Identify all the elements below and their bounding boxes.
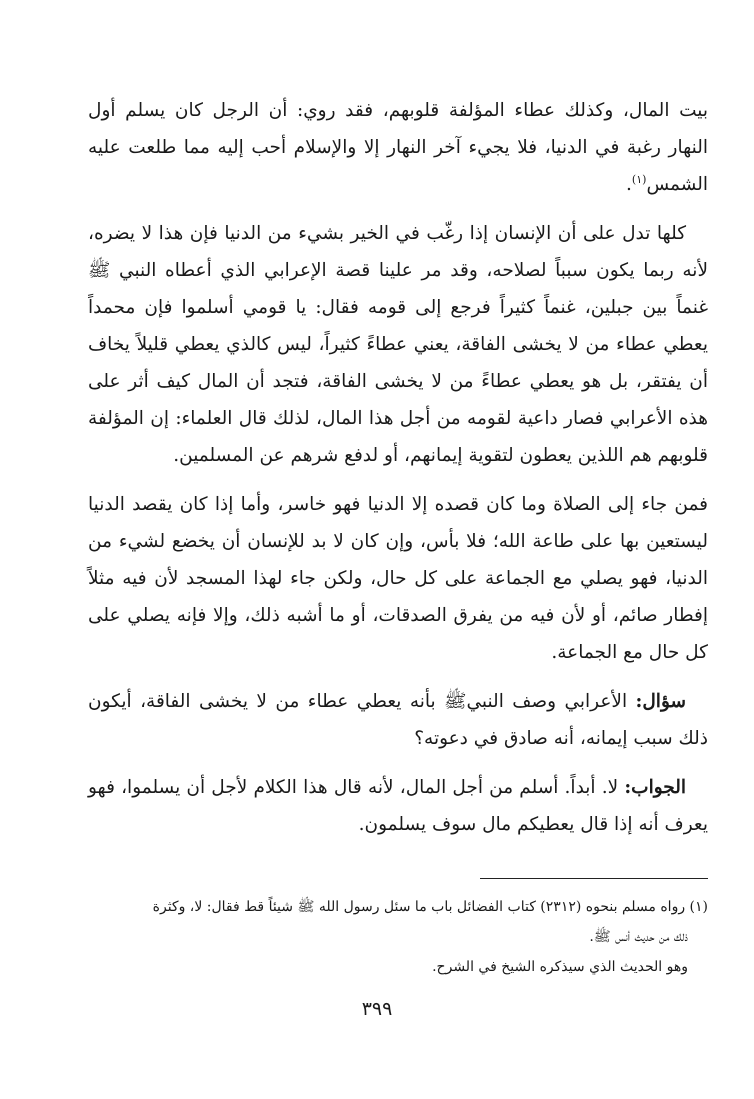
question-label: سؤال: — [635, 691, 686, 712]
paragraph-2 — [88, 215, 708, 474]
page-body — [88, 92, 708, 855]
footnote-1-note: وهو الحديث الذي سيذكره الشيخ في الشرح. — [432, 959, 688, 975]
footnote-1-continuation: ذلك من حديث أنس ﷺ. — [589, 929, 688, 945]
answer-paragraph — [88, 769, 708, 843]
paragraph-1-end: . — [626, 174, 632, 195]
footnote-separator — [480, 878, 708, 879]
footnotes — [88, 892, 708, 982]
paragraph-1-text: بيت المال، وكذلك عطاء المؤلفة قلوبهم، فقد روي: أن الرجل كان يسلم أول النهار رغبة في الدنيا، فلا يجيء آخر النهار إلا والإسلام أحب إليه مما طلعت عليه الشمس — [88, 100, 708, 195]
paragraph-2-text: كلها تدل على أن الإنسان إذا رغّب في الخير بشيء من الدنيا فإن هذا لا يضره، لأنه ربما يكون سبباً لصلاحه، وقد مر علينا قصة الإعرابي الذي أعطاه النبي ﷺ غنماً بين جبلين، غنماً كثيراً فرجع إلى قومه فقال: يا قومي أسلموا فإن محمداً يعطي عطاء من لا يخشى الفاقة، يعني عطاءً كثيراً، ليس كالذي يعطي قليلاً يخاف أن يفتقر، بل هو يعطي عطاءً من لا يخشى الفاقة، فتجد أن المال كيف أثر على هذه الأعرابي فصار داعية لقومه من أجل هذا المال، لذلك قال العلماء: إن المؤلفة قلوبهم هم اللذين يعطون لتقوية إيمانهم، أو لدفع شرهم عن المسلمين. — [88, 223, 708, 466]
answer-label: الجواب: — [624, 777, 686, 798]
footnote-ref-1: (١) — [631, 172, 647, 186]
question-paragraph — [88, 683, 708, 757]
answer-text: لا. أبداً. أسلم من أجل المال، لأنه قال هذا الكلام لأجل أن يسلموا، فهو يعرف أنه إذا قال يعطيكم مال سوف يسلمون. — [88, 777, 708, 835]
question-text: الأعرابي وصف النبيﷺ بأنه يعطي عطاء من لا يخشى الفاقة، أيكون ذلك سبب إيمانه، أنه صادق في دعوته؟ — [88, 691, 708, 749]
paragraph-3-text: فمن جاء إلى الصلاة وما كان قصده إلا الدنيا فهو خاسر، وأما إذا كان يقصد الدنيا ليستعين بها على طاعة الله؛ فلا بأس، وإن كان لا بد للإنسان أن يخضع لشيء من الدنيا، فهو يصلي مع الجماعة على كل حال، ولكن جاء لهذا المسجد لأن فيه مثلاً إفطار صائم، أو لأن فيه من يفرق الصدقات، أو ما أشبه ذلك، وإلا فإنه يصلي على كل حال مع الجماعة. — [88, 494, 708, 663]
footnote-1: (١) رواه مسلم بنحوه (٢٣١٢) كتاب الفضائل باب ما سئل رسول الله ﷺ شيئاً قط فقال: لا، وكثرة — [152, 899, 708, 915]
paragraph-3 — [88, 486, 708, 671]
page-number: ٣٩٩ — [361, 998, 393, 1020]
paragraph-1 — [88, 92, 708, 203]
